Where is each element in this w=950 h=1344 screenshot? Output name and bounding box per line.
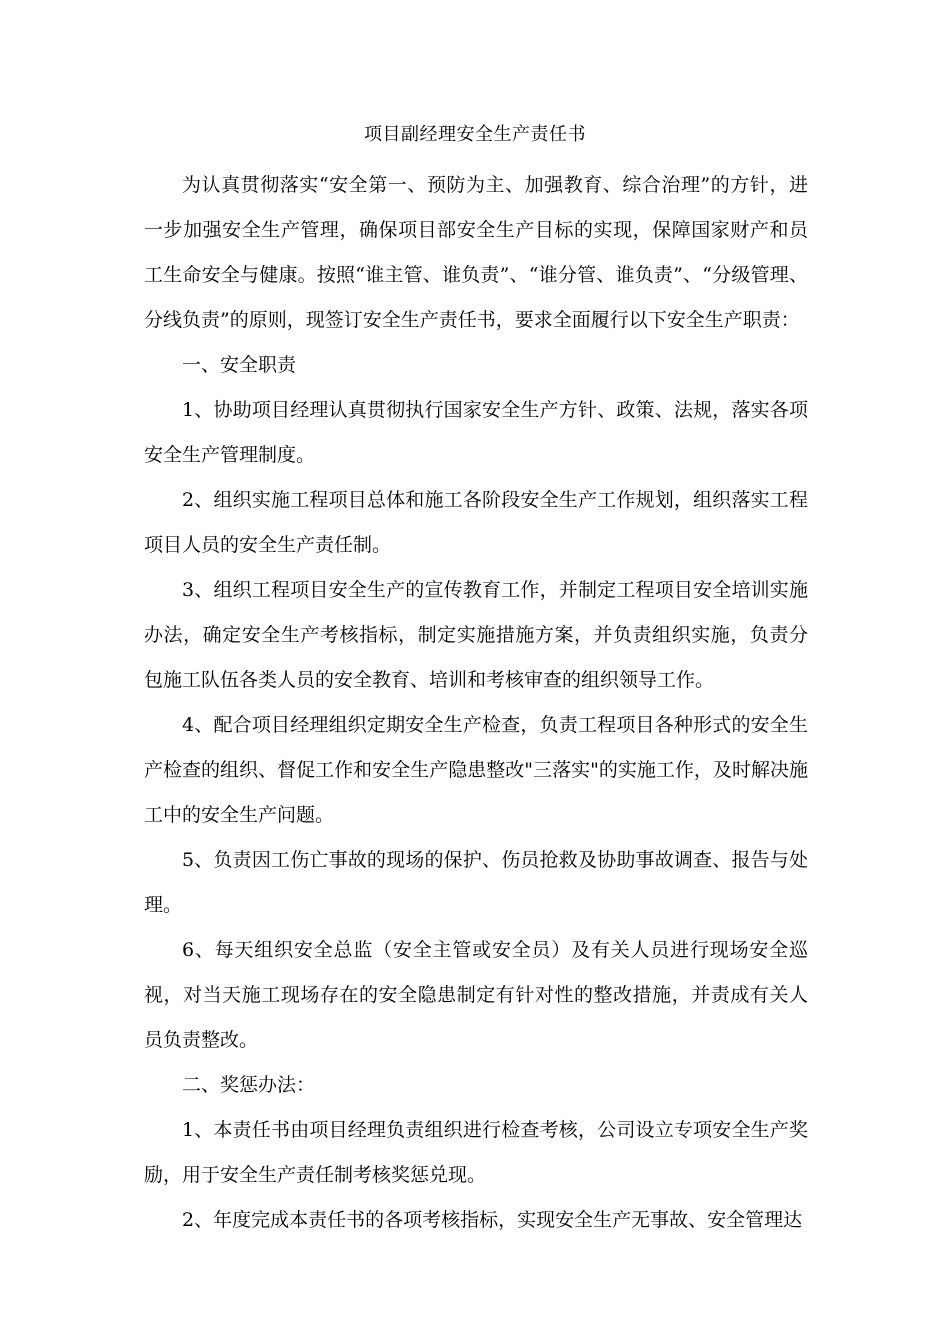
duty-item-3: 3、组织工程项目安全生产的宣传教育工作，并制定工程项目安全培训实施办法，确定安全生产考核指标，制定实施措施方案，并负责组织实施，负责分包施工队伍各类人员的安全教育、培训和考核审查的组织领导工作。	[144, 579, 808, 691]
section-heading-rewards: 二、奖惩办法：	[182, 1074, 316, 1096]
reward-item-1: 1、本责任书由项目经理负责组织进行检查考核，公司设立专项安全生产奖励，用于安全生产责任制考核奖惩兑现。	[144, 1119, 808, 1186]
duty-item-6: 6、每天组织安全总监（安全主管或安全员）及有关人员进行现场安全巡视，对当天施工现场存在的安全隐患制定有针对性的整改措施，并责成有关人员负责整改。	[144, 939, 808, 1051]
duty-item-1: 1、协助项目经理认真贯彻执行国家安全生产方针、政策、法规，落实各项安全生产管理制度。	[144, 399, 808, 466]
duty-item-4: 4、配合项目经理组织定期安全生产检查，负责工程项目各种形式的安全生产检查的组织、督促工作和安全生产隐患整改"三落实"的实施工作，及时解决施工中的安全生产问题。	[144, 714, 808, 826]
document-title: 项目副经理安全生产责任书	[364, 124, 586, 145]
reward-item-2: 2、年度完成本责任书的各项考核指标，实现安全生产无事故、安全管理达	[182, 1209, 803, 1231]
document-body	[144, 163, 808, 1243]
duty-item-5: 5、负责因工伤亡事故的现场的保护、伤员抢救及协助事故调查、报告与处理。	[144, 849, 808, 916]
duty-item-2: 2、组织实施工程项目总体和施工各阶段安全生产工作规划，组织落实工程项目人员的安全生产责任制。	[144, 489, 808, 556]
section-heading-safety-duties: 一、安全职责	[182, 354, 297, 376]
intro-paragraph: 为认真贯彻落实“安全第一、预防为主、加强教育、综合治理”的方针，进一步加强安全生产管理，确保项目部安全生产目标的实现，保障国家财产和员工生命安全与健康。按照“谁主管、谁负责”、“谁分管、谁负责”、“分级管理、分线负责”的原则，现签订安全生产责任书，要求全面履行以下安全生产职责：	[144, 174, 808, 331]
